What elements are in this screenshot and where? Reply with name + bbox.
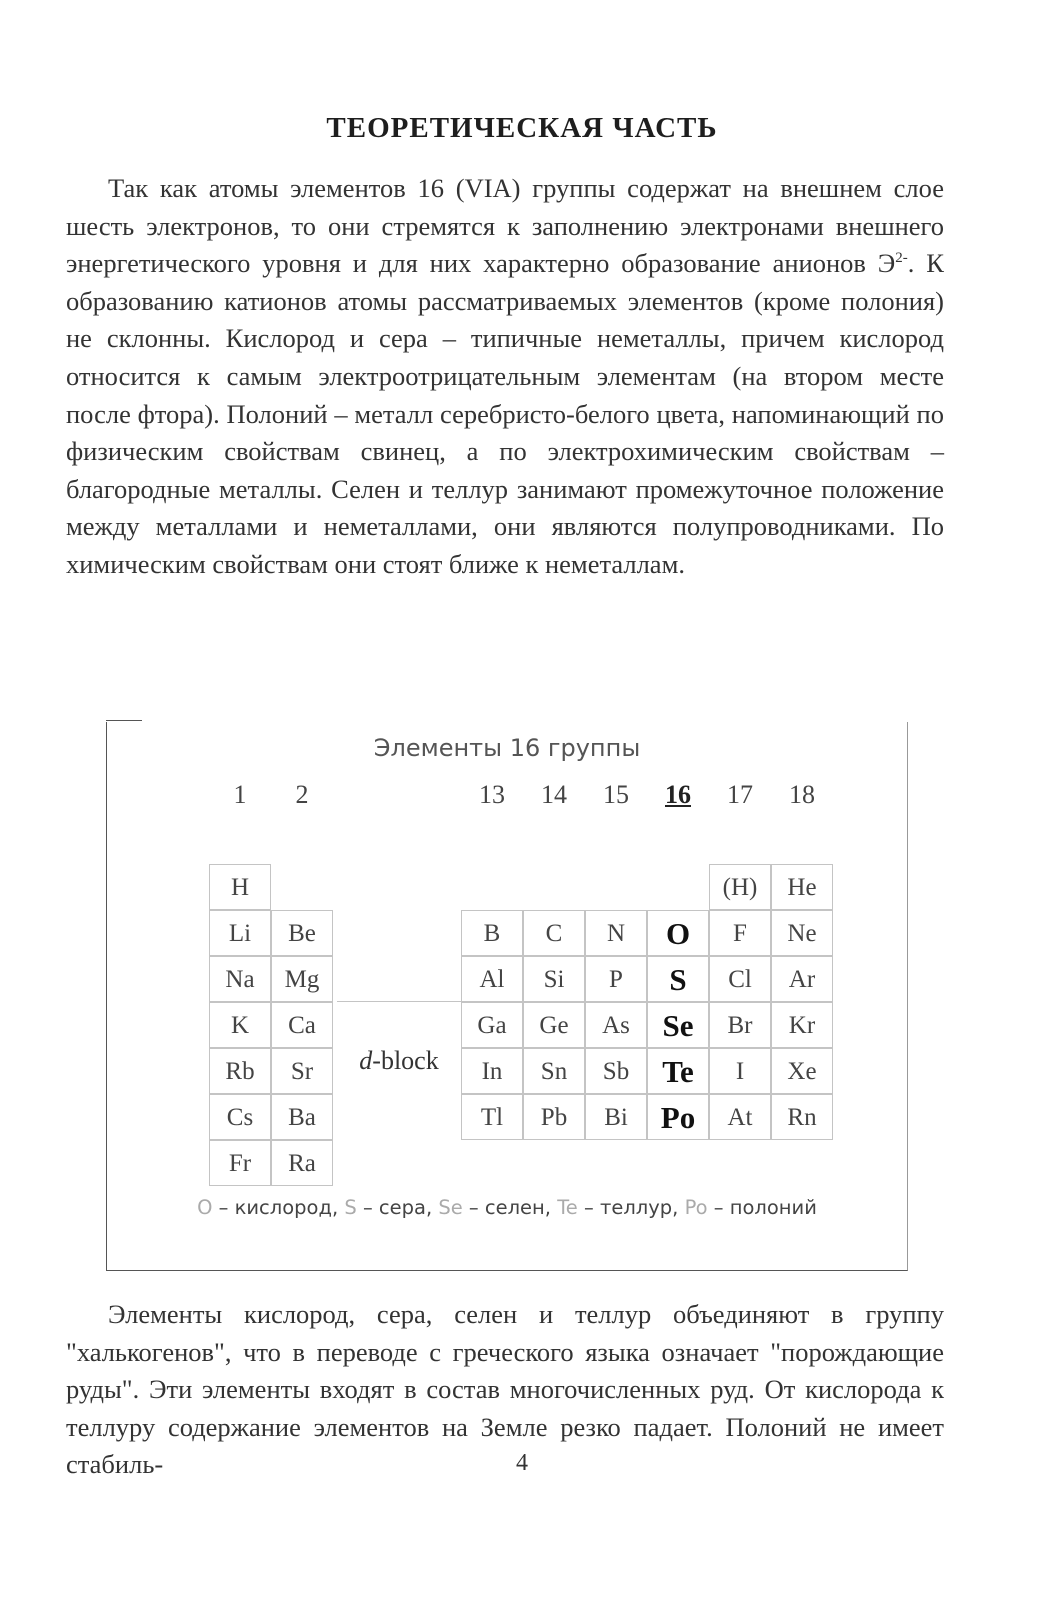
element-cell: Cs [209, 1094, 271, 1140]
element-cell: Kr [771, 1002, 833, 1048]
element-cell: Mg [271, 956, 333, 1002]
group-number: 13 [479, 780, 505, 809]
figure-corner-mark [106, 720, 142, 721]
d-block-italic: d [359, 1046, 373, 1075]
element-cell: F [709, 910, 771, 956]
element-cell: Xe [771, 1048, 833, 1094]
element-cell: Sn [523, 1048, 585, 1094]
element-cell: Ar [771, 956, 833, 1002]
element-cell: P [585, 956, 647, 1002]
element-cell: Ra [271, 1140, 333, 1186]
group-number: 15 [603, 780, 629, 809]
element-cell: Na [209, 956, 271, 1002]
element-cell: Li [209, 910, 271, 956]
element-cell: Si [523, 956, 585, 1002]
element-cell: (H) [709, 864, 771, 910]
periodic-table-figure [106, 722, 908, 1271]
figure-legend [107, 1196, 907, 1219]
group-number: 2 [295, 780, 309, 809]
element-cell: I [709, 1048, 771, 1094]
legend-symbol: S [344, 1196, 357, 1219]
legend-name: – кислород, [212, 1196, 345, 1219]
chalcogen-cell-oxygen: O [647, 910, 709, 956]
element-cell: Be [271, 910, 333, 956]
legend-symbol: Po [684, 1196, 708, 1219]
legend-name: – теллур, [577, 1196, 685, 1219]
figure-title: Элементы 16 группы [373, 734, 641, 762]
element-cell: Ga [461, 1002, 523, 1048]
page-number: 4 [516, 1450, 528, 1476]
legend-symbol: O [197, 1196, 213, 1219]
chalcogen-cell-polonium: Po [647, 1094, 709, 1140]
element-cell: He [771, 864, 833, 910]
group-number: 14 [541, 780, 567, 809]
element-cell: Ge [523, 1002, 585, 1048]
legend-name: – сера, [356, 1196, 439, 1219]
element-cell: In [461, 1048, 523, 1094]
legend-name: – полоний [707, 1196, 817, 1219]
element-cell: Bi [585, 1094, 647, 1140]
paragraph-chalcogens: Элементы кислород, сера, селен и теллур объединяют в группу "халькогенов", что в переводе с греческого языка означает "порождающие руды". Эти элементы входят в состав многочисленных руд. От кислорода к теллуру содержание элементов на Земле резко падает. Полоний не имеет стабиль- [66, 1299, 944, 1480]
anion-charge-superscript: 2- [895, 250, 908, 267]
element-cell: Cl [709, 956, 771, 1002]
element-cell: C [523, 910, 585, 956]
element-cell: B [461, 910, 523, 956]
d-block-text: -block [372, 1046, 439, 1075]
element-cell: Pb [523, 1094, 585, 1140]
element-cell: At [709, 1094, 771, 1140]
element-cell: N [585, 910, 647, 956]
group-number: 1 [233, 780, 247, 809]
group-number-16: 16 [665, 780, 691, 809]
d-block-divider [337, 1001, 461, 1002]
element-cell: Ba [271, 1094, 333, 1140]
element-cell: Ca [271, 1002, 333, 1048]
paragraph-intro [66, 170, 944, 584]
element-cell: Br [709, 1002, 771, 1048]
d-block-label [337, 1038, 461, 1084]
group-number: 18 [789, 780, 815, 809]
paragraph-intro-text-a: Так как атомы элементов 16 (VIA) группы содержат на внешнем слое шесть электронов, то они стремятся к заполнению электронами внешнего энергетического уровня и для них характерно образование анионов Э [66, 173, 944, 279]
element-cell: Rn [771, 1094, 833, 1140]
element-cell: As [585, 1002, 647, 1048]
element-cell: Tl [461, 1094, 523, 1140]
element-cell: Ne [771, 910, 833, 956]
periodic-table [107, 722, 907, 1270]
element-cell: Sr [271, 1048, 333, 1094]
element-cell: Fr [209, 1140, 271, 1186]
legend-name: – селен, [462, 1196, 558, 1219]
element-cell: Al [461, 956, 523, 1002]
group-number: 17 [727, 780, 753, 809]
legend-symbol: Se [438, 1196, 463, 1219]
chalcogen-cell-tellurium: Te [647, 1048, 709, 1094]
element-cell: Sb [585, 1048, 647, 1094]
chalcogen-cell-sulfur: S [647, 956, 709, 1002]
element-cell: H [209, 864, 271, 910]
paragraph-intro-text-b: . К образованию катионов атомы рассматриваемых элементов (кроме полония) не склонны. Кислород и сера – типичные неметаллы, причем кислород относится к самым электроотрицательным элементам (на втором месте после фтора). Полоний – металл серебристо-белого цвета, напоминающий по физическим свойствам свинец, а по электрохимическим свойствам – благородные металлы. Селен и теллур занимают промежуточное положение между металлами и неметаллами, они являются полупроводниками. По химическим свойствам они стоят ближе к неметаллам. [66, 248, 944, 579]
legend-symbol: Te [557, 1196, 578, 1219]
chalcogen-cell-selenium: Se [647, 1002, 709, 1048]
element-cell: Rb [209, 1048, 271, 1094]
section-title: ТЕОРЕТИЧЕСКАЯ ЧАСТЬ [326, 112, 718, 144]
element-cell: K [209, 1002, 271, 1048]
